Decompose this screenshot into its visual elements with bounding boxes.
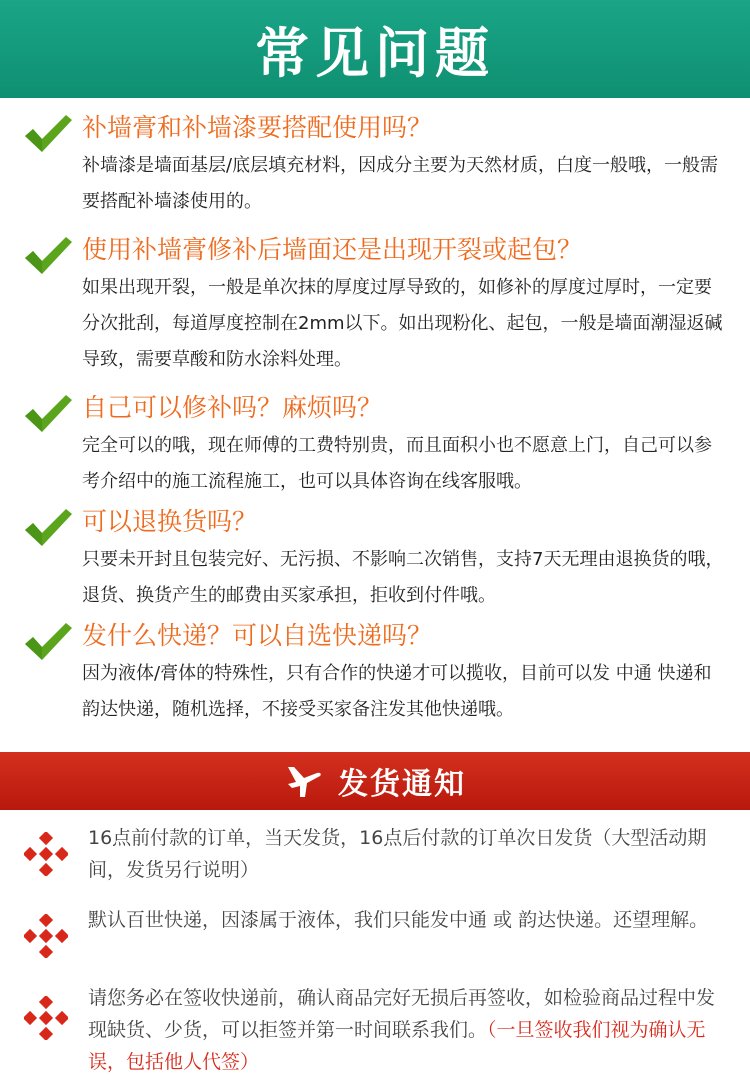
notice-item: [0, 982, 750, 1082]
shipping-title: 发货通知: [338, 767, 466, 802]
plane-icon: [284, 761, 324, 801]
faq-item: [0, 616, 750, 732]
faq-header: [0, 0, 750, 98]
faq-question: 发什么快递？可以自选快递吗？: [82, 621, 433, 650]
diamond-icon: [24, 996, 68, 1040]
diamond-icon: [24, 914, 68, 958]
faq-question: 自己可以修补吗？麻烦吗？: [82, 393, 383, 422]
notice-text: 默认百世快递，因漆属于液体，我们只能发中通 或 韵达快递。还望理解。: [88, 909, 709, 931]
faq-item: [0, 502, 750, 616]
faq-item: [0, 388, 750, 502]
faq-question: 使用补墙膏修补后墙面还是出现开裂或起包？: [82, 235, 583, 264]
check-icon: [22, 392, 74, 436]
check-icon: [22, 620, 74, 664]
faq-list: [0, 108, 750, 732]
faq-answer: 补墙漆是墙面基层/底层填充材料，因成分主要为天然材质，白度一般哦，一般需要搭配补墙漆使用的。: [82, 155, 719, 212]
check-icon: [22, 506, 74, 550]
notice-item: [0, 822, 750, 904]
faq-answer: 只要未开封且包装完好、无污损、不影响二次销售，支持7天无理由退换货的哦，退货、换货产生的邮费由买家承担，拒收到付件哦。: [82, 549, 724, 606]
faq-answer: 因为液体/膏体的特殊性，只有合作的快递才可以揽收，目前可以发 中通 快递和韵达快递，随机选择，不接受买家备注发其他快递哦。: [82, 663, 712, 720]
notice-item: [0, 904, 750, 982]
faq-question: 可以退换货吗？: [82, 507, 258, 536]
shipping-banner: [0, 752, 750, 810]
notice-text-main: 请您务必在签收快递前，确认商品完好无损后再签收，如检验商品过程中发现缺货、少货，可以拒签并第一时间联系我们。: [88, 987, 716, 1041]
notice-text: [88, 982, 724, 1078]
notice-highlight: （一旦签收我们视为确认无误，包括他人代签）: [88, 1019, 706, 1073]
diamond-icon: [24, 832, 68, 876]
check-icon: [22, 234, 74, 278]
faq-title: 常见问题: [255, 21, 495, 85]
faq-item: [0, 230, 750, 388]
faq-answer: 完全可以的哦，现在师傅的工费特别贵，而且面积小也不愿意上门，自己可以参考介绍中的施工流程施工，也可以具体咨询在线客服哦。: [82, 435, 712, 492]
faq-answer: 如果出现开裂，一般是单次抹的厚度过厚导致的，如修补的厚度过厚时，一定要分次批刮，每道厚度控制在2mm以下。如出现粉化、起包，一般是墙面潮湿返碱导致，需要草酸和防水涂料处理。: [82, 277, 723, 370]
faq-item: [0, 108, 750, 230]
notice-list: [0, 822, 750, 1082]
faq-question: 补墙膏和补墙漆要搭配使用吗？: [82, 113, 433, 142]
check-icon: [22, 112, 74, 156]
notice-text: 16点前付款的订单，当天发货，16点后付款的订单次日发货（大型活动期间，发货另行说明）: [88, 827, 707, 881]
